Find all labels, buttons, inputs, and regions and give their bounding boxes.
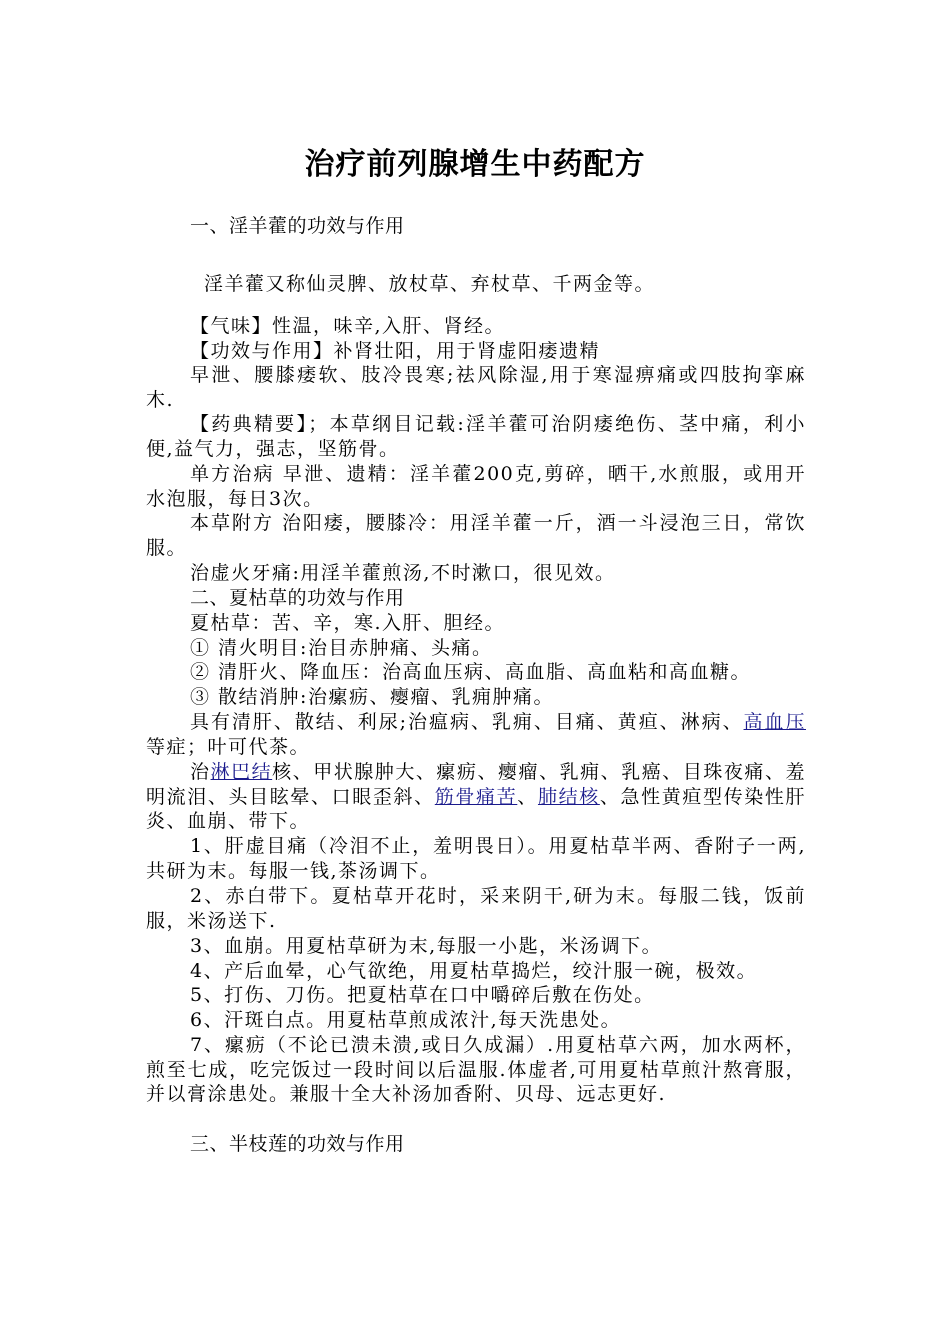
section2-para2 [146, 760, 806, 834]
section2-item2: ② 清肝火、降血压：治高血压病、高血脂、高血粘和高血糖。 [190, 661, 752, 683]
section1-heading: 一、淫羊藿的功效与作用 [190, 215, 405, 237]
section2-item3: ③ 散结消肿:治瘰疬、瘿瘤、乳痈肿痛。 [190, 686, 554, 708]
section1-gongxiao: 【功效与作用】补肾壮阳，用于肾虚阳痿遗精 [190, 340, 601, 362]
section2-item1: ① 清火明目:治目赤肿痛、头痛。 [190, 637, 493, 659]
section2-rx4: 4、产后血晕，心气欲绝，用夏枯草捣烂，绞汁服一碗，极效。 [190, 960, 758, 982]
para2-text-a: 治 [190, 761, 211, 783]
section2-rx1: 1、肝虚目痛（冷泪不止，羞明畏日）。用夏枯草半两、香附子一两,共研为末。每服一钱,茶汤调下。 [146, 835, 806, 882]
section2-heading: 二、夏枯草的功效与作用 [190, 587, 405, 609]
section2-rx6: 6、汗斑白点。用夏枯草煎成浓汁,每天洗患处。 [190, 1009, 622, 1031]
section2-xingwei: 夏枯草：苦、辛，寒.入肝、胆经。 [190, 612, 506, 634]
linbajie-link[interactable]: 淋巴结 [210, 761, 273, 783]
section2-rx2: 2、赤白带下。夏枯草开花时，采来阴干,研为末。每服二钱，饭前服，米汤送下. [146, 885, 806, 932]
gaoxueya-link[interactable]: 高血压 [743, 711, 806, 733]
section1-zaoxie: 早泄、腰膝痿软、肢冷畏寒;祛风除湿,用于寒湿痹痛或四肢拘挛麻木. [146, 364, 806, 411]
section1-yatong: 治虚火牙痛:用淫羊藿煎汤,不时漱口，很见效。 [190, 562, 616, 584]
para1-text-b: 等症；叶可代茶。 [146, 735, 311, 758]
section3-heading: 三、半枝莲的功效与作用 [190, 1133, 405, 1155]
jingutongku-link[interactable]: 筋骨痛苦 [434, 785, 518, 808]
section2-rx7: 7、瘰疬（不论已溃未溃,或日久成漏）.用夏枯草六两，加水两杯，煎至七成，吃完饭过一段时间以后温服.体虚者,可用夏枯草煎汁熬膏服，并以膏涂患处。兼服十全大补汤加香附、贝母、远志更好. [146, 1034, 806, 1106]
section1-intro: 淫羊藿又称仙灵脾、放杖草、弃杖草、千两金等。 [204, 273, 656, 295]
para2-text-c: 、 [517, 785, 538, 808]
section1-yaodian: 【药典精要】；本草纲目记载:淫羊藿可治阴痿绝伤、茎中痛，利小便,益气力，强志，坚筋骨。 [146, 413, 806, 460]
section2-rx3: 3、血崩。用夏枯草研为末,每服一小匙，米汤调下。 [190, 935, 663, 957]
section1-qiwei: 【气味】性温，味辛,入肝、肾经。 [190, 315, 506, 337]
section1-danfang: 单方治病 早泄、遗精：淫羊藿200克,剪碎，晒干,水煎服，或用开水泡服，每日3次。 [146, 463, 806, 510]
para2-text-b: 核、甲状腺肿大、瘰疬、瘿瘤、乳痈、乳癌、目珠夜痛、羞明流泪、头目眩晕、口眼歪斜、 [146, 761, 806, 808]
para1-text-a: 具有清肝、散结、利尿;治瘟病、乳痈、目痛、黄疸、淋病、 [190, 711, 744, 733]
section2-para1 [146, 710, 806, 759]
document-title: 治疗前列腺增生中药配方 [304, 147, 646, 182]
para2-text-d: 、急性黄疸型传染性肝炎、血崩、带下。 [146, 785, 806, 833]
feijiehe-link[interactable]: 肺结核 [537, 785, 600, 808]
section2-rx5: 5、打伤、刀伤。把夏枯草在口中嚼碎后敷在伤处。 [190, 984, 655, 1006]
section1-fufang: 本草附方 治阳痿，腰膝冷：用淫羊藿一斤，酒一斗浸泡三日，常饮服。 [146, 512, 806, 559]
